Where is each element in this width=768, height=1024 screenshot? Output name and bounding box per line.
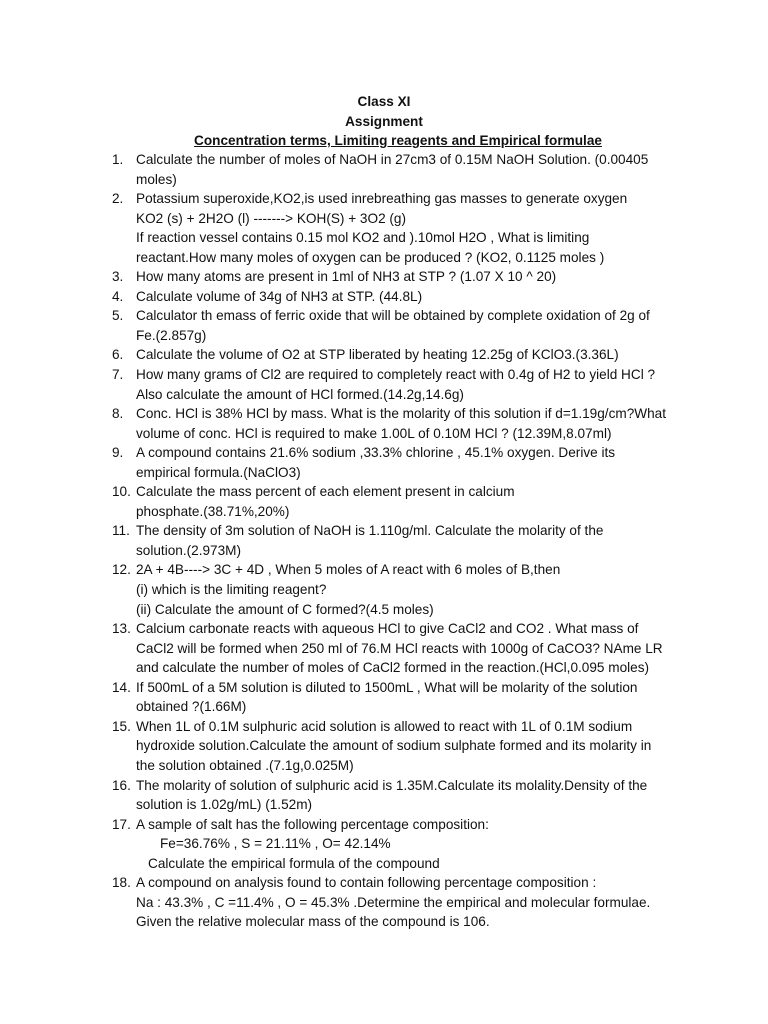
question-number: 18. [112, 875, 131, 891]
question-number: 17. [112, 816, 131, 832]
question-text-line: reactant.How many moles of oxygen can be produced ? (KO2, 0.1125 moles ) [136, 249, 605, 265]
question-text-line: moles) [136, 171, 177, 187]
question-number: 15. [112, 718, 131, 734]
question-text-line: Fe=36.76% , S = 21.11% , O= 42.14% [160, 836, 391, 852]
question-item [112, 365, 672, 404]
question-text-line: Conc. HCl is 38% HCl by mass. What is the molarity of this solution if d=1.19g/cm?What [136, 406, 666, 422]
question-text-line: 2A + 4B----> 3C + 4D , When 5 moles of A react with 6 moles of B,then [136, 562, 561, 578]
question-item [112, 560, 672, 619]
question-text-line: the solution obtained .(7.1g,0.025M) [136, 757, 354, 773]
question-text-line: Calculate the mass percent of each element present in calcium [136, 484, 515, 500]
question-text-line: solution is 1.02g/mL) (1.52m) [136, 797, 313, 813]
question-text-line: and calculate the number of moles of CaCl2 formed in the reaction.(HCl,0.095 moles) [136, 660, 650, 676]
question-item [112, 150, 672, 189]
question-text-line: The density of 3m solution of NaOH is 1.110g/ml. Calculate the molarity of the [136, 523, 604, 539]
question-text-line: The molarity of solution of sulphuric acid is 1.35M.Calculate its molality.Density of the [136, 777, 648, 793]
question-item [112, 267, 672, 287]
question-text-line: If 500mL of a 5M solution is diluted to 1500mL , What will be molarity of the solution [136, 679, 638, 695]
question-number: 6. [112, 347, 124, 363]
question-text-line: Calculator th emass of ferric oxide that will be obtained by complete oxidation of 2g of [136, 308, 650, 324]
question-number: 1. [112, 152, 124, 167]
question-text-line: When 1L of 0.1M sulphuric acid solution is allowed to react with 1L of 0.1M sodium [136, 718, 633, 734]
question-text-line: Calculate volume of 34g of NH3 at STP. (44.8L) [136, 288, 423, 304]
question-item [112, 521, 672, 560]
question-text-line: How many atoms are present in 1ml of NH3 at STP ? (1.07 X 10 ^ 20) [136, 269, 557, 285]
question-item [112, 482, 672, 521]
topic-heading: Concentration terms, Limiting reagents and Empirical formulae [194, 133, 602, 149]
question-text-line: A sample of salt has the following percentage composition: [136, 816, 489, 832]
question-item [112, 678, 672, 717]
question-item [112, 189, 672, 267]
question-item [112, 404, 672, 443]
question-number: 16. [112, 777, 131, 793]
question-text-line: Calculate the number of moles of NaOH in 27cm3 of 0.15M NaOH Solution. (0.00405 [136, 152, 649, 167]
question-text-line: A compound contains 21.6% sodium ,33.3% chlorine , 45.1% oxygen. Derive its [136, 445, 616, 461]
question-item [112, 619, 672, 678]
question-number: 14. [112, 679, 131, 695]
question-text-line: Given the relative molecular mass of the compound is 106. [136, 914, 490, 930]
question-number: 4. [112, 288, 124, 304]
question-text-line: Potassium superoxide,KO2,is used inrebreathing gas masses to generate oxygen [136, 191, 628, 207]
question-text-line: hydroxide solution.Calculate the amount of sodium sulphate formed and its molarity in [136, 738, 652, 754]
question-text-line: (i) which is the limiting reagent? [136, 582, 327, 598]
question-text-line: Also calculate the amount of HCl formed.(14.2g,14.6g) [136, 386, 464, 402]
question-item [112, 717, 672, 776]
class-title: Class XI [357, 94, 411, 109]
question-number: 9. [112, 445, 124, 461]
question-item [112, 873, 672, 932]
question-number: 2. [112, 191, 124, 207]
question-text-line: Calculate the empirical formula of the compound [148, 855, 440, 871]
question-text-line: (ii) Calculate the amount of C formed?(4.5 moles) [136, 601, 434, 617]
question-text-line: If reaction vessel contains 0.15 mol KO2 and ).10mol H2O , What is limiting [136, 230, 590, 246]
question-text-line: Na : 43.3% , C =11.4% , O = 45.3% .Determine the empirical and molecular formulae. [136, 894, 651, 910]
question-text-line: solution.(2.973M) [136, 542, 242, 558]
question-text-line: volume of conc. HCl is required to make 1.00L of 0.10M HCl ? (12.39M,8.07ml) [136, 425, 612, 441]
question-number: 10. [112, 484, 131, 500]
question-text-line: Calculate the volume of O2 at STP liberated by heating 12.25g of KClO3.(3.36L) [136, 347, 619, 363]
question-item [112, 776, 672, 815]
question-item [112, 815, 672, 874]
question-text-line: empirical formula.(NaClO3) [136, 464, 301, 480]
question-item [112, 287, 672, 307]
question-number: 7. [112, 367, 124, 383]
question-number: 12. [112, 562, 131, 578]
question-number: 8. [112, 406, 124, 422]
assignment-title: Assignment [345, 113, 423, 129]
question-text-line: A compound on analysis found to contain following percentage composition : [136, 875, 597, 891]
question-text-line: Fe.(2.857g) [136, 327, 207, 343]
question-text-line: phosphate.(38.71%,20%) [136, 503, 290, 519]
question-number: 11. [112, 523, 130, 539]
question-number: 3. [112, 269, 124, 285]
question-number: 13. [112, 621, 131, 637]
question-text-line: CaCl2 will be formed when 250 ml of 76.M HCl reacts with 1000g of CaCO3? NAme LR [136, 640, 663, 656]
document-header [0, 92, 768, 151]
question-item [112, 306, 672, 345]
question-item [112, 443, 672, 482]
question-text-line: KO2 (s) + 2H2O (l) -------> KOH(S) + 3O2 (g) [136, 210, 407, 226]
question-text-line: obtained ?(1.66M) [136, 699, 247, 715]
question-number: 5. [112, 308, 124, 324]
question-list [112, 150, 672, 932]
question-text-line: How many grams of Cl2 are required to completely react with 0.4g of H2 to yield HCl ? [136, 367, 656, 383]
question-text-line: Calcium carbonate reacts with aqueous HCl to give CaCl2 and CO2 . What mass of [136, 621, 639, 637]
question-item [112, 345, 672, 365]
